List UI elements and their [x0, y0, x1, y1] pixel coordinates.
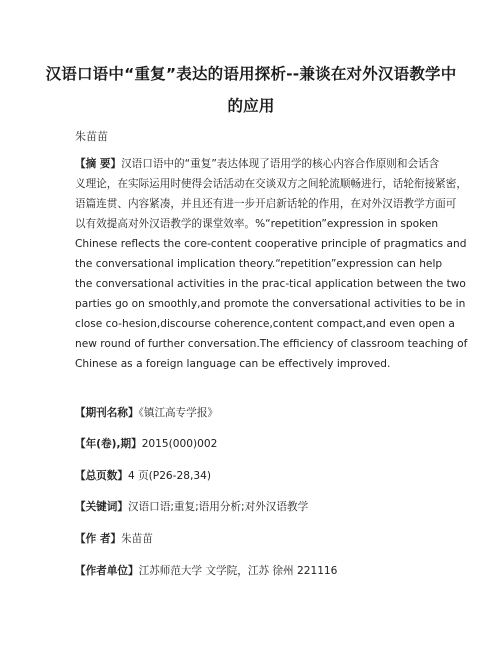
abstract-line: Chinese as a foreign language can be effectively improved.	[75, 358, 391, 370]
year-issue-label: 【年(卷),期】	[75, 438, 142, 450]
author-label: 【作 者】	[75, 533, 122, 545]
abstract-line	[75, 154, 447, 174]
abstract-line: the conversational activities in the prac-tical application between the two	[75, 278, 466, 290]
author-value: 朱苗苗	[121, 533, 153, 545]
affiliation-label: 【作者单位】	[75, 565, 139, 577]
abstract-block	[75, 154, 468, 374]
journal-field	[75, 405, 218, 420]
author-name: 朱苗苗	[75, 130, 108, 143]
affiliation-value: 江苏师范大学 文学院，江苏 徐州 221116	[138, 565, 338, 577]
affiliation-field	[75, 563, 337, 578]
pages-field	[75, 468, 211, 483]
keywords-label: 【关键词】	[75, 501, 128, 513]
keywords-field	[75, 499, 308, 514]
abstract-line: Chinese reflects the core-content cooperative principle of pragmatics and	[75, 238, 467, 250]
abstract-line: 语篇连贯、内容紧凑，并且还有进一步开启新话轮的作用，在对外汉语教学方面可	[75, 198, 457, 210]
author-field	[75, 531, 153, 546]
abstract-line: 以有效提高对外汉语教学的课堂效率。%“repetition”expression in spoken	[75, 218, 439, 230]
journal-label: 【期刊名称】	[75, 407, 139, 419]
abstract-text: 汉语口语中的“重复”表达体现了语用学的核心内容合作原则和会话含	[121, 158, 440, 170]
pages-value: 4 页(P26-28,34)	[127, 470, 211, 482]
abstract-line: the conversational implication theory.“repetition”expression can help	[75, 258, 443, 270]
keywords-value: 汉语口语;重复;语用分析;对外汉语教学	[127, 501, 309, 513]
abstract-line: new round of further conversation.The efficiency of classroom teaching of	[75, 338, 468, 350]
abstract-line: close co-hesion,discourse coherence,content compact,and even open a	[75, 318, 455, 330]
page-title-line-2: 的应用	[227, 97, 275, 115]
year-issue-field	[75, 436, 217, 451]
year-issue-value: 2015(000)002	[141, 438, 218, 450]
page-title-line-1: 汉语口语中“重复”表达的语用探析--兼谈在对外汉语教学中	[45, 65, 457, 83]
journal-value: 《镇江高专学报》	[138, 407, 219, 419]
abstract-label: 【摘 要】	[75, 158, 122, 170]
pages-label: 【总页数】	[75, 470, 128, 482]
abstract-line: parties go on smoothly,and promote the conversational activities to be in	[75, 298, 466, 310]
abstract-line: 义理论，在实际运用时使得会话活动在交谈双方之间轮流顺畅进行，话轮衔接紧密，	[75, 178, 467, 190]
